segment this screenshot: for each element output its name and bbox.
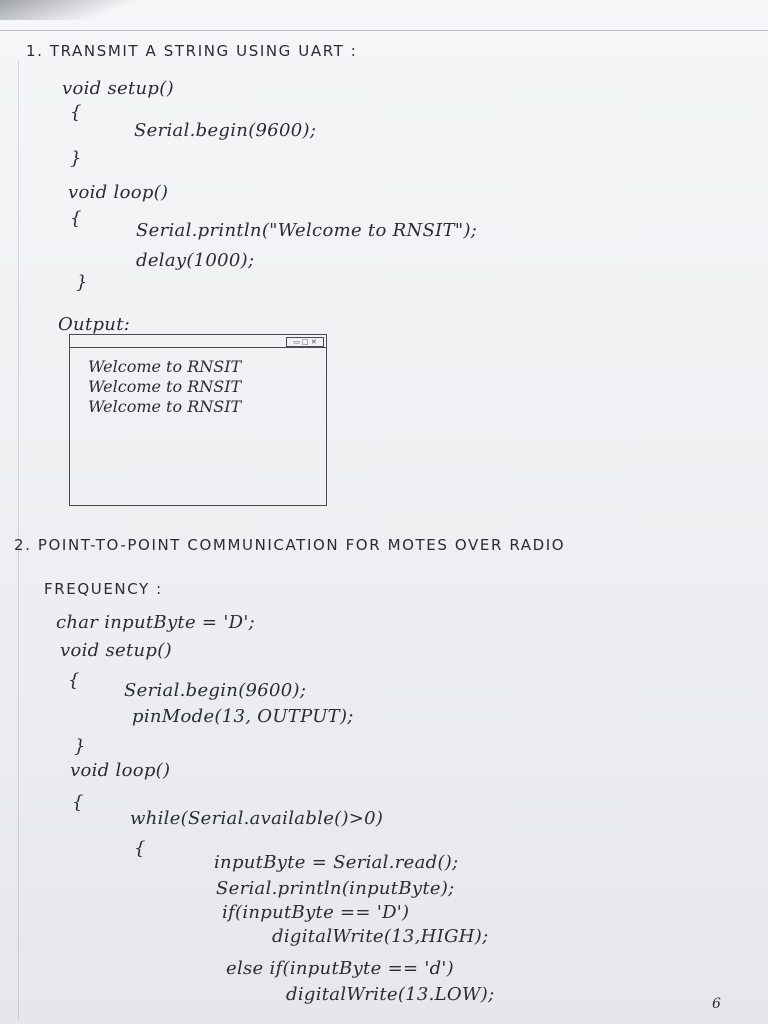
code-line: } [70,148,82,169]
code-line: void setup() [60,640,172,661]
code-line: digitalWrite(13.LOW); [286,984,495,1005]
code-line: } [74,736,86,757]
code-line: { [70,102,82,123]
code-line: delay(1000); [136,250,255,271]
code-line: char inputByte = 'D'; [56,612,255,633]
section2-heading: 2. POINT-TO-POINT COMMUNICATION FOR MOTES OVER RADIO [14,536,566,554]
code-line: digitalWrite(13,HIGH); [272,926,489,947]
page-number: 6 [712,996,721,1012]
code-line: Serial.println(inputByte); [216,878,455,899]
code-line: void loop() [70,760,171,781]
section2-heading-continued: FREQUENCY : [44,580,163,598]
output-line: Welcome to RNSIT [88,397,242,416]
output-window-title-bar [70,347,326,348]
code-line: Serial.println("Welcome to RNSIT"); [136,220,478,241]
page-corner-shadow [0,0,150,20]
code-line: while(Serial.available()>0) [130,808,384,829]
code-line: { [68,670,80,691]
output-label: Output: [58,314,131,335]
code-line: Serial.begin(9600); [124,680,307,701]
code-line: { [70,208,82,229]
code-line: { [134,838,146,859]
code-line: void setup() [62,78,174,99]
window-controls-icon: ▭ □ ✕ [286,337,324,347]
code-line: if(inputByte == 'D') [222,902,410,923]
code-line: inputByte = Serial.read(); [214,852,459,873]
code-line: else if(inputByte == 'd') [226,958,454,979]
code-line: pinMode(13, OUTPUT); [132,706,354,727]
output-window [69,334,327,506]
top-rule-line [0,30,768,31]
code-line: } [76,272,88,293]
code-line: void loop() [68,182,169,203]
section1-heading: 1. TRANSMIT A STRING USING UART : [26,42,358,60]
output-line: Welcome to RNSIT [88,377,242,396]
output-line: Welcome to RNSIT [88,357,242,376]
code-line: Serial.begin(9600); [134,120,317,141]
code-line: { [72,792,84,813]
